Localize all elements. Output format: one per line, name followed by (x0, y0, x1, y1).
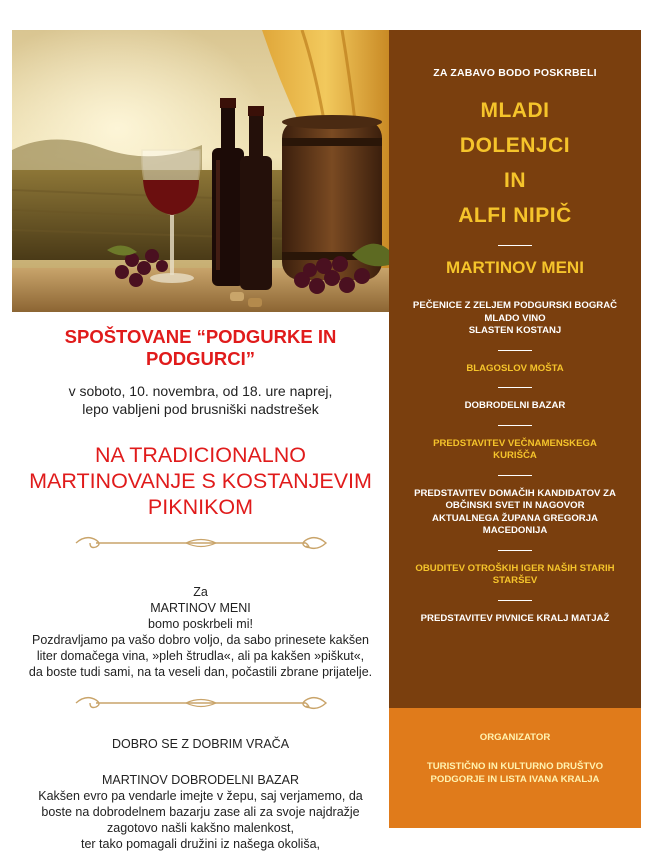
headline-line: PIKNIKOM (147, 495, 254, 519)
menu-line: bomo poskrbeli mi! (148, 617, 253, 631)
organizer-title: ORGANIZATOR (479, 732, 551, 743)
menu-item: PEČENICE Z ZELJEM PODGURSKI BOGRAČ (412, 300, 618, 311)
invite-line: lepo vabljeni pod brusniški nadstrešek (82, 401, 319, 417)
menu-line: Za (193, 585, 208, 599)
greeting-heading: SPOŠTOVANE “PODGURKE IN PODGURCI” (64, 326, 337, 369)
menu-paragraph (12, 584, 389, 680)
program-sidebar (389, 30, 641, 708)
menu-item: SLASTEN KOSTANJ (468, 325, 562, 336)
band-line: MLADI (480, 99, 550, 122)
band-line: ALFI NIPIČ (458, 204, 572, 227)
organizer-text: TURISTIČNO IN KULTURNO DRUŠTVO PODGORJE IN LISTA IVANA KRALJA (426, 761, 604, 785)
program-item-pivnice: PREDSTAVITEV PIVNICE KRALJ MATJAŽ (420, 612, 610, 624)
separator (498, 475, 532, 476)
entertainment-note: ZA ZABAVO BODO POSKRBELI (433, 67, 597, 79)
bazaar-line: ter tako pomagali družini iz našega okoliša, (80, 837, 321, 851)
bazaar-line: Kakšen evro pa vendarle imejte v žepu, saj verjamemo, da (38, 789, 363, 803)
invitation-text-column (12, 312, 389, 852)
header-photo (12, 30, 389, 312)
separator (498, 387, 532, 388)
invite-paragraph (12, 382, 389, 418)
bazaar-line: zagotovo našli kakšno malenkost, (107, 821, 294, 835)
menu-line: da boste tudi sami, na ta veseli dan, počastili zbrane prijatelje. (28, 665, 373, 679)
organizer-box (389, 708, 641, 828)
bazaar-line: MARTINOV DOBRODELNI BAZAR (101, 773, 300, 787)
charity-motto: DOBRO SE Z DOBRIM VRAČA (111, 737, 290, 751)
decorative-divider-2 (66, 692, 336, 714)
program-item-bazar: DOBRODELNI BAZAR (464, 400, 566, 411)
separator (498, 350, 532, 351)
separator (498, 425, 532, 426)
menu-line: MARTINOV MENI (150, 601, 251, 615)
invite-line: v soboto, 10. novembra, od 18. ure naprej, (68, 383, 333, 399)
decorative-divider-1 (66, 532, 336, 554)
headline-line: NA TRADICIONALNO (94, 443, 307, 467)
event-headline (12, 442, 389, 520)
separator (498, 245, 532, 246)
band-line: DOLENJCI (459, 134, 571, 157)
menu-items (389, 300, 641, 338)
band-names (389, 93, 641, 233)
headline-line: MARTINOVANJE S KOSTANJEVIM (29, 469, 372, 493)
menu-item: MLADO VINO (484, 312, 546, 324)
program-item-kandidati: PREDSTAVITEV DOMAČIH KANDIDATOV ZA OBČINSKI SVET IN NAGOVOR AKTUALNEGA ŽUPANA GREGORJA MACEDONIJA (414, 487, 616, 536)
band-line: IN (504, 169, 526, 192)
bazaar-paragraph (12, 772, 389, 852)
separator (498, 600, 532, 601)
bazaar-line: boste na dobrodelnem bazarju zase ali za svoje najdražje (41, 805, 360, 819)
program-item-blagoslov: BLAGOSLOV MOŠTA (466, 362, 564, 374)
menu-line: liter domačega vina, »pleh štrudla«, ali pa kakšen »piškut«, (36, 649, 365, 663)
wine-scene-image (12, 30, 389, 312)
program-item-igre: OBUDITEV OTROŠKIH IGER NAŠIH STARIH STARŠEV (415, 562, 615, 586)
menu-title: MARTINOV MENI (446, 258, 584, 277)
separator (498, 550, 532, 551)
menu-line: Pozdravljamo pa vašo dobro voljo, da sabo prinesete kakšen (31, 633, 369, 647)
program-item-kurisce: PREDSTAVITEV VEČNAMENSKEGA KURIŠČA (433, 437, 597, 461)
